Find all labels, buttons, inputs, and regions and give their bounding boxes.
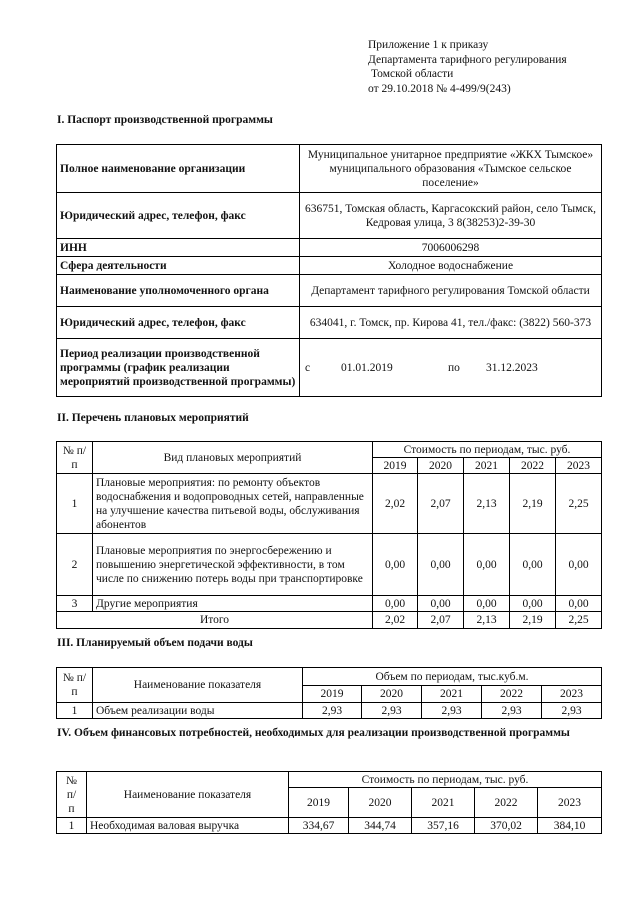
period-from-date: 01.01.2019 [341,361,393,374]
year-header: 2020 [418,458,464,474]
volume-value: 2,93 [362,703,422,719]
col-cost-header: Стоимость по периодам, тыс. руб. [373,442,602,458]
revenue-value: 334,67 [289,818,349,834]
passport-row [57,239,602,257]
year-header: 2021 [422,686,482,703]
period-to-word: по [448,361,460,374]
indicator-name: Необходимая валовая выручка [87,818,289,834]
revenue-value: 344,74 [349,818,412,834]
total-value: 2,25 [556,612,602,629]
passport-value: Холодное водоснабжение [300,257,602,275]
section-1-title: I. Паспорт производственной программы [57,114,273,126]
col-num-header-b: п/ [66,788,77,801]
row-number: 1 [57,474,93,534]
cost-value: 0,00 [556,596,602,612]
revenue-value: 384,10 [538,818,602,834]
year-header: 2022 [510,458,556,474]
passport-value: 7006006298 [300,239,602,257]
header-line-3: Томской области [371,68,454,80]
year-header: 2022 [482,686,542,703]
revenue-value: 357,16 [412,818,475,834]
cost-value: 0,00 [373,534,418,596]
table-row [57,534,602,596]
row-number: 2 [57,534,93,596]
row-number: 3 [57,596,93,612]
header-line-2: Департамента тарифного регулирования [368,53,567,66]
passport-label: Юридический адрес, телефон, факс [57,193,300,239]
period-label: Период реализации производственной программы (график реализации мероприятий производственной программы) [57,339,300,397]
col-num-header: № п/п [57,442,93,474]
passport-label: Сфера деятельности [57,257,300,275]
passport-value: 634041, г. Томск, пр. Кирова 41, тел./факс: (3822) 560-373 [300,307,602,339]
year-header: 2023 [556,458,602,474]
financial-needs-table [56,771,602,834]
section-2-title: II. Перечень плановых мероприятий [57,412,249,424]
passport-value: Департамент тарифного регулирования Томской области [300,275,602,307]
passport-label: ИНН [57,239,300,257]
table-row [57,596,602,612]
header-line-1: Приложение 1 к приказу [368,39,489,51]
volume-value: 2,93 [482,703,542,719]
revenue-value: 370,02 [475,818,538,834]
passport-row [57,275,602,307]
total-value: 2,13 [464,612,510,629]
passport-row [57,257,602,275]
measure-name: Другие мероприятия [93,596,373,612]
header-line-4: от 29.10.2018 № 4-499/9(243) [368,82,511,95]
passport-row [57,307,602,339]
cost-value: 0,00 [510,596,556,612]
measure-name: Плановые мероприятия: по ремонту объектов водоснабжения и водопроводных сетей, направленные на улучшение качества питьевой воды, обслуживания абонентов [93,474,373,534]
cost-value: 0,00 [373,596,418,612]
passport-label: Полное наименование организации [57,145,300,193]
table-row [57,703,602,719]
col-num-header-a: № [66,774,77,787]
year-header: 2019 [373,458,418,474]
table-row [57,474,602,534]
year-header: 2023 [542,686,602,703]
measures-table [56,441,602,629]
order-header [368,38,567,96]
water-volume-table [56,667,602,719]
year-header: 2021 [464,458,510,474]
year-header: 2019 [303,686,362,703]
measure-name: Плановые мероприятия по энергосбережению и повышению энергетической эффективности, в том числе по снижению потерь воды при транспортировке [93,534,373,596]
col-num-header-c: п [68,802,75,815]
passport-label: Юридический адрес, телефон, факс [57,307,300,339]
total-value: 2,02 [373,612,418,629]
year-header: 2019 [289,788,349,818]
year-header: 2020 [349,788,412,818]
year-header: 2023 [538,788,602,818]
period-value [300,339,602,397]
col-name-header: Вид плановых мероприятий [93,442,373,474]
cost-value: 0,00 [418,596,464,612]
cost-value: 0,00 [556,534,602,596]
col-num-header: № п/п [57,668,93,703]
cost-value: 0,00 [418,534,464,596]
passport-row-period [57,339,602,397]
cost-value: 2,19 [510,474,556,534]
col-volume-header: Объем по периодам, тыс.куб.м. [303,668,602,686]
section-4-title: IV. Объем финансовых потребностей, необходимых для реализации производственной программы [57,727,570,739]
cost-value: 2,02 [373,474,418,534]
period-to-date: 31.12.2023 [486,361,538,374]
indicator-name: Объем реализации воды [93,703,303,719]
volume-value: 2,93 [542,703,602,719]
col-num-header [57,772,87,818]
passport-row [57,145,602,193]
passport-value: Муниципальное унитарное предприятие «ЖКХ Тымское» муниципального образования «Тымское сельское поселение» [300,145,602,193]
passport-row [57,193,602,239]
total-value: 2,19 [510,612,556,629]
row-number: 1 [57,818,87,834]
cost-value: 2,13 [464,474,510,534]
passport-table [56,144,602,397]
volume-value: 2,93 [422,703,482,719]
cost-value: 0,00 [464,596,510,612]
col-cost-header: Стоимость по периодам, тыс. руб. [289,772,602,788]
total-row [57,612,602,629]
year-header: 2022 [475,788,538,818]
section-3-title: III. Планируемый объем подачи воды [57,637,253,649]
total-value: 2,07 [418,612,464,629]
col-name-header: Наименование показателя [93,668,303,703]
cost-value: 2,25 [556,474,602,534]
passport-label: Наименование уполномоченного органа [57,275,300,307]
year-header: 2021 [412,788,475,818]
table-row [57,818,602,834]
cost-value: 0,00 [464,534,510,596]
col-name-header: Наименование показателя [87,772,289,818]
cost-value: 2,07 [418,474,464,534]
cost-value: 0,00 [510,534,556,596]
year-header: 2020 [362,686,422,703]
passport-value: 636751, Томская область, Каргасокский район, село Тымск, Кедровая улица, 3 8(38253)2-39-30 [300,193,602,239]
volume-value: 2,93 [303,703,362,719]
period-from-word: с [305,361,311,374]
row-number: 1 [57,703,93,719]
total-label: Итого [57,612,373,629]
